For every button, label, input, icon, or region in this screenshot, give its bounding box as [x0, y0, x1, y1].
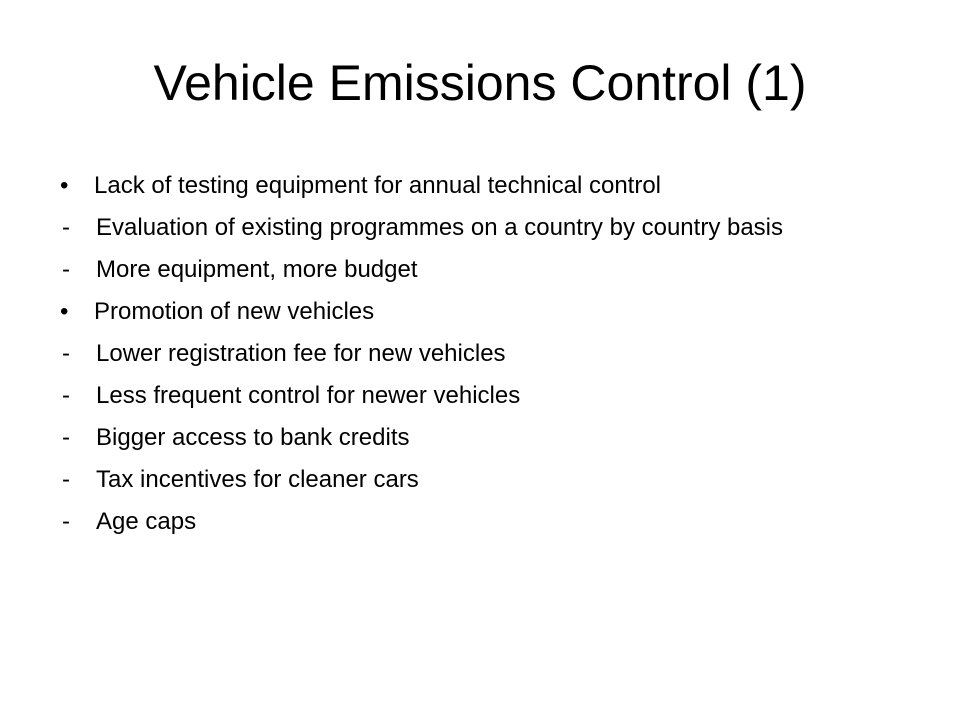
bullet-marker: •: [60, 298, 69, 325]
list-item-text: Less frequent control for newer vehicles: [96, 382, 521, 409]
dash-marker: -: [62, 424, 70, 451]
dash-marker: -: [62, 508, 70, 535]
dash-marker: -: [62, 466, 70, 493]
list-item: [60, 508, 880, 535]
list-item-text: Age caps: [96, 508, 197, 535]
list-item: [60, 382, 880, 409]
list-item-text: More equipment, more budget: [96, 256, 418, 283]
list-item-text: Promotion of new vehicles: [94, 298, 375, 325]
list-item: [60, 424, 880, 451]
dash-marker: -: [62, 382, 70, 409]
dash-marker: -: [62, 214, 70, 241]
list-item: [60, 172, 880, 199]
list-item: [60, 256, 880, 283]
bullet-marker: •: [60, 172, 69, 199]
list-item: [60, 214, 880, 241]
list-item-text: Lower registration fee for new vehicles: [96, 340, 506, 367]
bullet-list: [60, 172, 880, 550]
list-item-text: Tax incentives for cleaner cars: [96, 466, 419, 493]
dash-marker: -: [62, 256, 70, 283]
list-item: [60, 340, 880, 367]
list-item: [60, 466, 880, 493]
slide-title: Vehicle Emissions Control (1): [153, 55, 807, 111]
list-item-text: Evaluation of existing programmes on a country by country basis: [96, 214, 784, 241]
dash-marker: -: [62, 340, 70, 367]
list-item: [60, 298, 880, 325]
list-item-text: Lack of testing equipment for annual technical control: [94, 172, 662, 199]
list-item-text: Bigger access to bank credits: [96, 424, 410, 451]
